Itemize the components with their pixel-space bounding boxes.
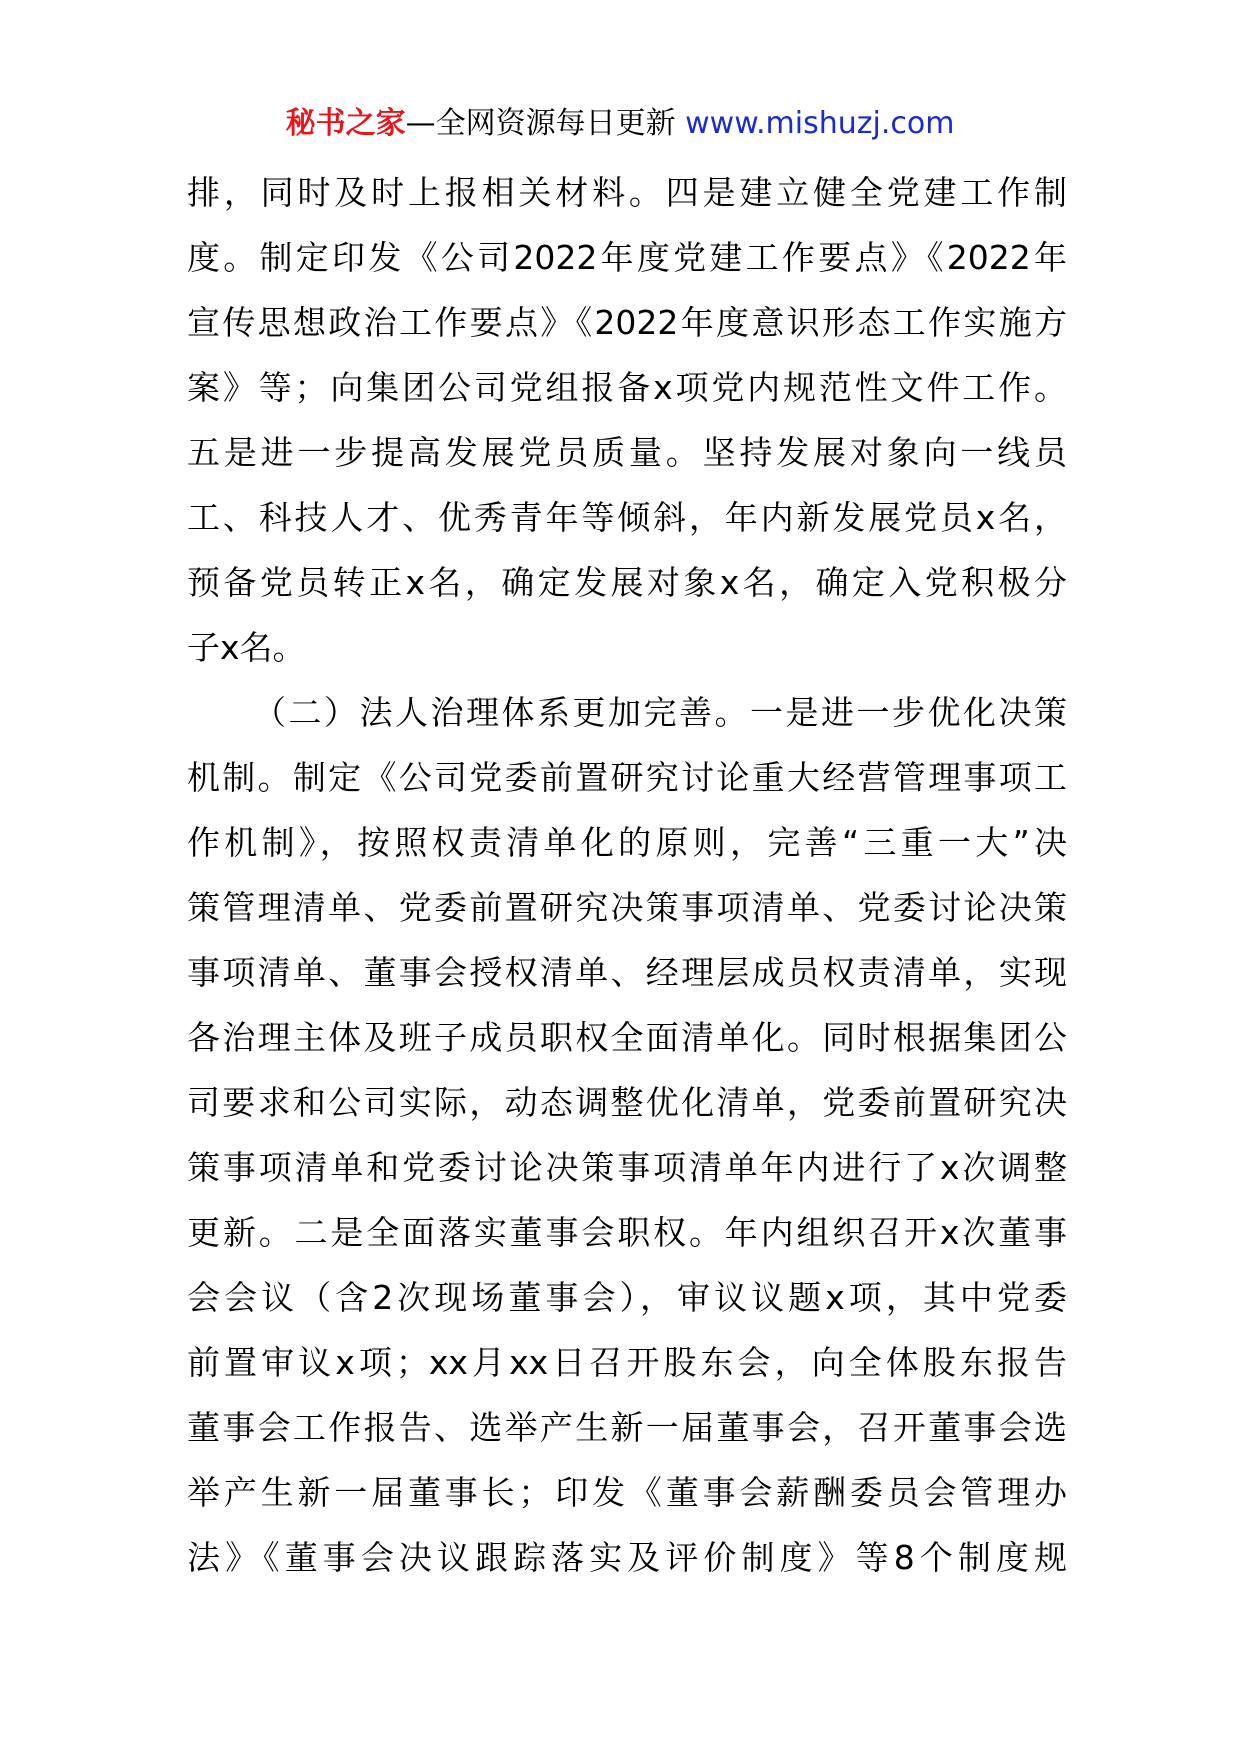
paragraph-line: 董事会工作报告、选举产生新一届董事会，召开董事会选 <box>187 1408 1067 1447</box>
paragraph-line: 策事项清单和党委讨论决策事项清单年内进行了x次调整 <box>187 1148 1067 1187</box>
paragraph-line: 预备党员转正x名，确定发展对象x名，确定入党积极分 <box>187 563 1067 602</box>
paragraph-line: 前置审议x项；xx月xx日召开股东会，向全体股东报告 <box>187 1343 1067 1382</box>
site-brand-name: 秘书之家 <box>285 106 406 141</box>
site-watermark-header <box>0 104 1240 144</box>
paragraph-line: 会会议（含2次现场董事会），审议议题x项，其中党委 <box>187 1278 1067 1317</box>
paragraph-line: 子x名。 <box>187 628 306 667</box>
paragraph-line: 工、科技人才、优秀青年等倾斜，年内新发展党员x名， <box>187 498 1067 537</box>
paragraph-line: 举产生新一届董事长；印发《董事会薪酬委员会管理办 <box>187 1473 1067 1512</box>
paragraph-line: 各治理主体及班子成员职权全面清单化。同时根据集团公 <box>187 1018 1067 1057</box>
paragraph-line: 五是进一步提高发展党员质量。坚持发展对象向一线员 <box>187 433 1067 472</box>
site-url-link[interactable]: www.mishuzj.com <box>685 106 955 141</box>
site-tagline: —全网资源每日更新 <box>405 106 686 141</box>
section-heading-line: （二）法人治理体系更加完善。一是进一步优化决策 <box>253 693 1067 732</box>
paragraph-line: 作机制》，按照权责清单化的原则，完善“三重一大”决 <box>187 823 1067 862</box>
paragraph-line: 司要求和公司实际，动态调整优化清单，党委前置研究决 <box>187 1083 1067 1122</box>
paragraph-line: 度。制定印发《公司2022年度党建工作要点》《2022年 <box>187 238 1067 277</box>
paragraph-line: 更新。二是全面落实董事会职权。年内组织召开x次董事 <box>187 1213 1067 1252</box>
paragraph-line: 策管理清单、党委前置研究决策事项清单、党委讨论决策 <box>187 888 1067 927</box>
paragraph-line: 排，同时及时上报相关材料。四是建立健全党建工作制 <box>187 173 1067 212</box>
document-body <box>187 160 1067 1590</box>
paragraph-line: 宣传思想政治工作要点》《2022年度意识形态工作实施方 <box>187 303 1067 342</box>
paragraph-line: 机制。制定《公司党委前置研究讨论重大经营管理事项工 <box>187 758 1067 797</box>
paragraph-line: 案》等；向集团公司党组报备x项党内规范性文件工作。 <box>187 368 1067 407</box>
paragraph-line: 法》《董事会决议跟踪落实及评价制度》等8个制度规 <box>187 1538 1067 1577</box>
paragraph-line: 事项清单、董事会授权清单、经理层成员权责清单，实现 <box>187 953 1067 992</box>
